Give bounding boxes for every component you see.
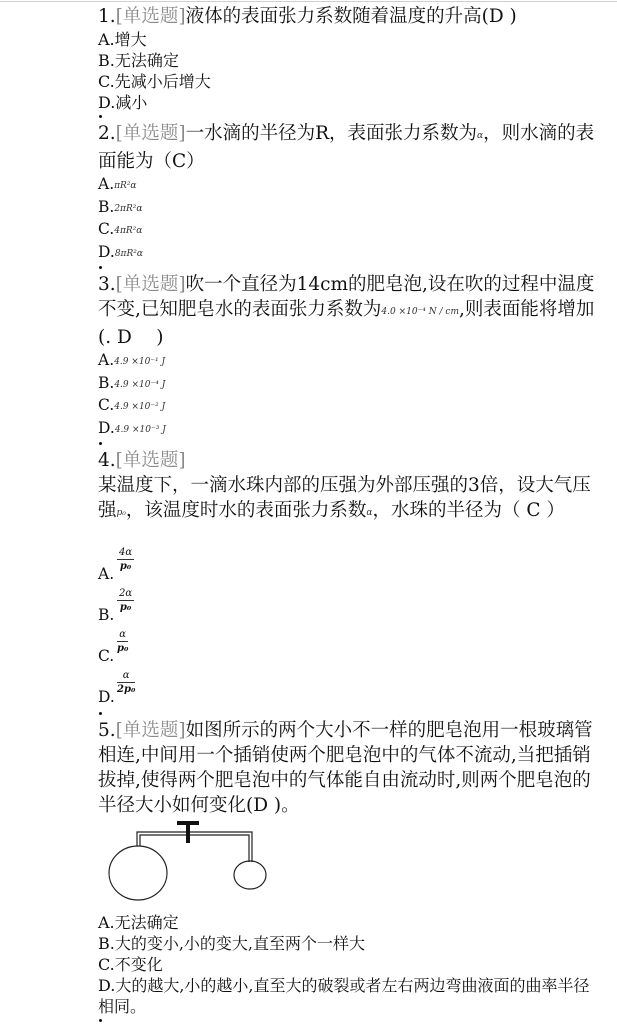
question-5	[98, 718, 603, 1022]
option-d[interactable]: D.减小	[98, 93, 148, 112]
option-b[interactable]: B.4.9 ×10⁻⁴ J	[98, 373, 166, 392]
question-stem	[98, 4, 603, 29]
bubbles-diagram	[102, 818, 272, 910]
option-fraction: 4α p₀	[119, 547, 133, 572]
option-b[interactable]: B.无法确定	[98, 51, 179, 70]
question-1	[98, 4, 603, 118]
option-a[interactable]: A.4.9 ×10⁻¹ J	[98, 351, 166, 369]
question-4	[98, 448, 603, 715]
option-d[interactable]: D.4.9 ×10⁻³ J	[98, 418, 166, 437]
option-fraction: α p₀	[117, 629, 129, 654]
option-formula: 4.9 ×10⁻³ J	[114, 424, 166, 435]
question-number: 5.	[98, 720, 116, 741]
question-type-tag: [单选题]	[115, 450, 186, 471]
coefficient-formula: 4.0 ×10⁻⁴ N / cm	[381, 307, 459, 317]
question-text: 某温度下，一滴水珠内部的压强为外部压强的3倍，设大气压强	[98, 475, 591, 521]
question-text-tail: ，则水滴的表面能为（C）	[98, 123, 595, 172]
option-d[interactable]: D.大的越大,小的越小,直至大的破裂或者左右两边弯曲液面的曲率半径相同。	[98, 976, 590, 1016]
option-formula: 8πR²α	[114, 248, 143, 259]
option-formula: 4.9 ×10⁻⁴ J	[114, 379, 166, 390]
question-text: 液体的表面张力系数随着温度的升高(D )	[185, 6, 517, 27]
option-formula: 2πR²α	[114, 203, 143, 214]
glass-tube-inner	[140, 835, 249, 862]
question-text: 一水滴的半径为R，表面张力系数为	[185, 123, 478, 144]
small-bubble	[234, 861, 266, 889]
option-c[interactable]: C.不变化	[98, 955, 163, 974]
option-c[interactable]: C. α p₀	[98, 629, 129, 665]
question-2	[98, 121, 603, 269]
soap-bubble-figure	[98, 818, 603, 912]
option-a[interactable]: A. 4α p₀	[98, 547, 133, 583]
question-type-tag: [单选题]	[115, 274, 186, 295]
option-c[interactable]: C.4πR²α	[98, 220, 143, 238]
question-number: 3.	[98, 274, 116, 295]
alpha-symbol: α	[477, 131, 484, 141]
question-stem	[98, 718, 603, 818]
question-text-middle: ，该温度时水的表面张力系数	[125, 500, 367, 521]
option-fraction: α 2p₀	[117, 670, 136, 695]
question-stem	[98, 272, 603, 350]
bullet-dot	[99, 266, 102, 269]
glass-tube	[137, 832, 252, 862]
option-fraction: 2α p₀	[119, 588, 133, 613]
option-formula: 4πR²α	[114, 226, 143, 236]
bullet-dot	[99, 1019, 102, 1022]
question-text: 如图所示的两个大小不一样的肥皂泡用一根玻璃管相连,中间用一个插销使两个肥皂泡中的气体不流动,当把插销拔掉,使得两个肥皂泡中的气体能自由流动时,则两个肥皂泡的半径大小如何变化(D )。	[98, 720, 593, 816]
question-number: 2.	[98, 123, 116, 144]
option-c[interactable]: C.先减小后增大	[98, 72, 211, 91]
question-number: 4.	[98, 450, 116, 471]
question-text-tail: ,则表面能将增加(. D )	[98, 299, 595, 348]
option-c[interactable]: C.4.9 ×10⁻² J	[98, 396, 166, 414]
question-type-tag: [单选题]	[115, 123, 186, 144]
question-stem	[98, 473, 603, 526]
question-list	[98, 0, 603, 1025]
option-a[interactable]: A.增大	[98, 30, 147, 49]
option-formula: 4.9 ×10⁻¹ J	[114, 357, 166, 367]
option-d[interactable]: D.8πR²α	[98, 242, 143, 261]
question-type-tag: [单选题]	[115, 720, 186, 741]
option-formula: πR²α	[114, 181, 137, 191]
option-b[interactable]: B.2πR²α	[98, 197, 143, 216]
option-d[interactable]: D. α 2p₀	[98, 670, 136, 706]
question-text: 吹一个直径为14cm的肥皂泡,设在吹的过程中温度不变,已知肥皂水的表面张力系数为	[98, 274, 595, 320]
question-stem	[98, 121, 603, 174]
question-type-tag: [单选题]	[115, 6, 186, 27]
bullet-dot	[99, 442, 102, 445]
question-number: 1.	[98, 6, 116, 27]
pressure-symbol: p₀	[116, 508, 126, 518]
option-formula: 4.9 ×10⁻² J	[114, 402, 166, 412]
bullet-dot	[99, 712, 102, 715]
question-header	[98, 448, 603, 473]
alpha-symbol: α	[366, 508, 373, 518]
question-text-tail: ，水珠的半径为（ C ）	[372, 500, 565, 521]
option-a[interactable]: A.无法确定	[98, 913, 179, 932]
option-b[interactable]: B.大的变小,小的变大,直至两个一样大	[98, 934, 366, 953]
option-a[interactable]: A.πR²α	[98, 175, 137, 193]
large-bubble	[109, 846, 167, 900]
option-b[interactable]: B. 2α p₀	[98, 588, 133, 624]
question-3	[98, 272, 603, 445]
bullet-dot	[99, 115, 102, 118]
